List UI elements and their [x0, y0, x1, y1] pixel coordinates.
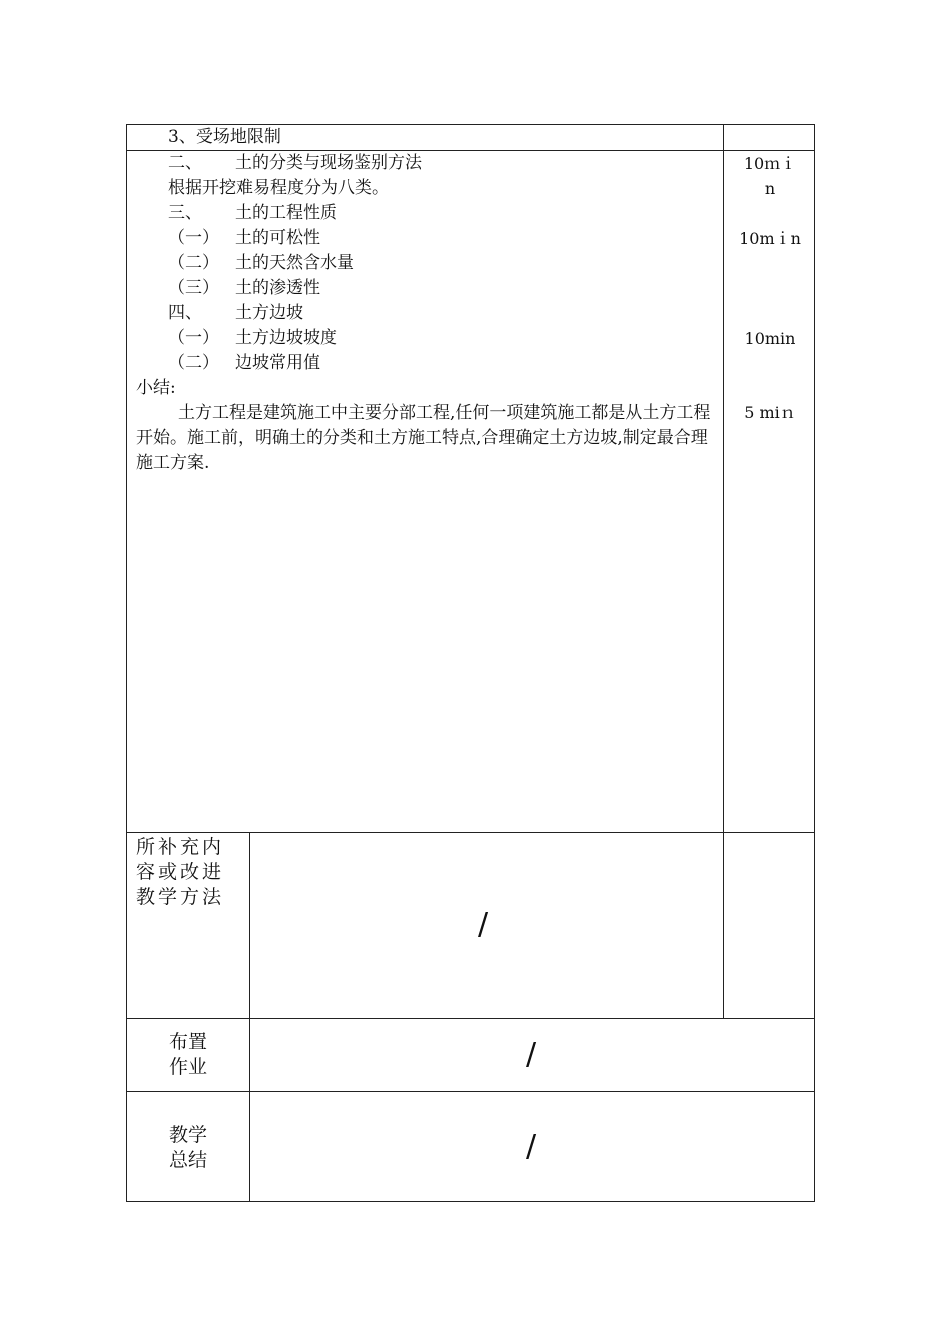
homework-value: / — [526, 1037, 537, 1072]
subsection-heading: 土方边坡坡度 — [235, 328, 337, 348]
time-allocation: 5 miｎ — [744, 403, 796, 422]
section-number: 三、 — [168, 203, 202, 223]
time-column-divider — [723, 124, 724, 1019]
content-line: 根据开挖难易程度分为八类。 — [168, 178, 389, 198]
subsection-heading: 土的可松性 — [235, 228, 320, 248]
time-allocation: 10ｍｉ — [743, 154, 797, 173]
subsection-number: （二） — [168, 253, 219, 273]
section-heading: 土方边坡 — [235, 303, 303, 323]
row-divider — [126, 832, 815, 833]
table-border-right — [814, 124, 815, 1202]
section-heading: 土的工程性质 — [235, 203, 337, 223]
subsection-heading: 土的天然含水量 — [235, 253, 354, 273]
section-heading: 土的分类与现场鉴别方法 — [235, 153, 422, 173]
time-allocation: 10mｉn — [739, 229, 801, 248]
row-divider — [126, 150, 815, 151]
summary-label: 小结: — [136, 378, 176, 398]
row-divider — [126, 1091, 815, 1092]
subsection-number: （一） — [168, 328, 219, 348]
subsection-heading: 土的渗透性 — [235, 278, 320, 298]
time-allocation: n — [764, 179, 776, 198]
time-allocation: 10min — [744, 329, 796, 348]
homework-label: 布置 — [168, 1031, 207, 1053]
subsection-heading: 边坡常用值 — [235, 353, 320, 373]
lesson-plan-table — [126, 124, 815, 1202]
content-line: 3、受场地限制 — [168, 127, 281, 147]
subsection-number: （三） — [168, 278, 219, 298]
supplement-label: 所补充内容或改进教学方法 — [136, 836, 225, 908]
teaching-summary-label: 教学 — [168, 1124, 207, 1146]
teaching-summary-label: 总结 — [168, 1149, 207, 1171]
subsection-number: （二） — [168, 353, 219, 373]
homework-label: 作业 — [168, 1056, 207, 1078]
table-border-bottom — [126, 1201, 815, 1202]
subsection-number: （一） — [168, 228, 219, 248]
row-divider — [126, 1018, 815, 1019]
section-number: 四、 — [168, 303, 202, 323]
summary-paragraph: 土方工程是建筑施工中主要分部工程,任何一项建筑施工都是从土方工程开始。施工前，明确土的分类和土方施工特点,合理确定土方边坡,制定最合理施工方案. — [136, 403, 711, 473]
supplement-value: / — [478, 907, 489, 942]
section-number: 二、 — [168, 153, 202, 173]
teaching-summary-value: / — [526, 1129, 537, 1164]
